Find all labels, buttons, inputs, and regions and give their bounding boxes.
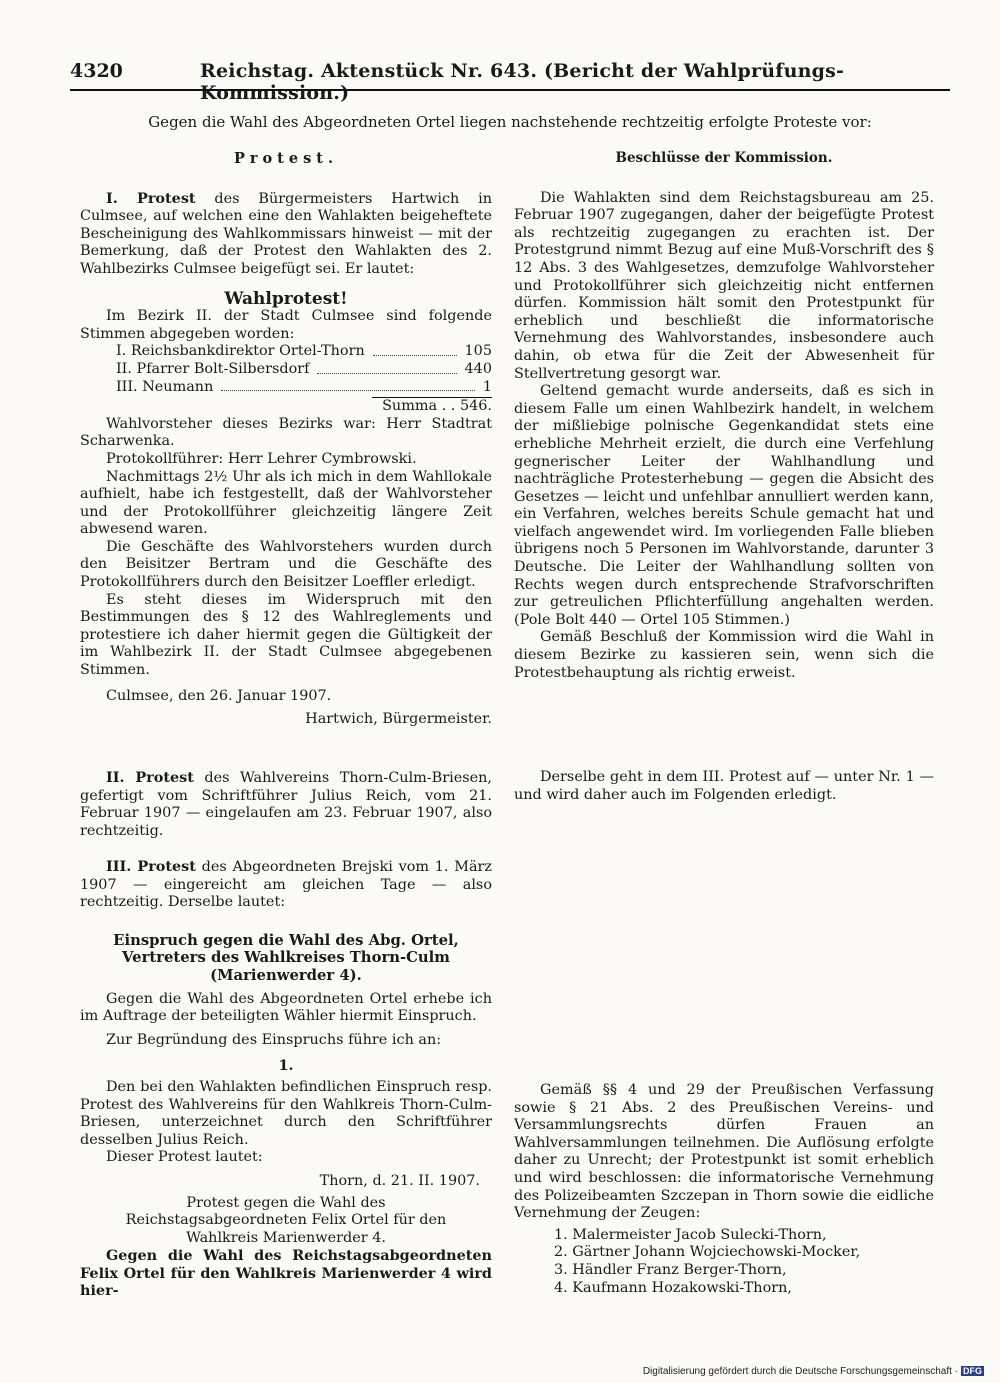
witness-item: 4. Kaufmann Hozakowski-Thorn, (554, 1279, 792, 1296)
vote-row (116, 343, 492, 361)
protest-3-p3: Den bei den Wahlakten befindlichen Einspruch resp. Protest des Wahlvereins für den Wahlkreis Thorn-Culm-Briesen, unterzeichnet durch den Schriftführer desselben Julius Reich. (80, 1078, 492, 1148)
left-column-protest-3 (80, 858, 492, 1300)
decision-1-p3: Gemäß Beschluß der Kommission wird die Wahl in diesem Bezirke zu kassieren sein, wenn sich die Protestbehauptung als richtig erweist. (514, 629, 934, 681)
protest-3-place-date: Thorn, d. 21. II. 1907. (319, 1172, 480, 1189)
right-column-decision-3 (514, 1082, 934, 1297)
page-header (70, 60, 950, 104)
decision-1-p2: Geltend gemacht wurde anderseits, daß es sich in diesem Falle um einen Wahlbezirk handelt, in welchem der mißliebige polnische Gegenkandidat stets eine erhebliche Mehrheit erzielt, die durch eine Verfehlung gegnerischer Leiter der Wahlhandlung und nachträgliche Protesterhebung — gegen die Absicht des Gesetzes — leicht und unfehlbar annulliert werden kann, ein Verfahren, welches bereits Schule gemacht hat und vielfach angewendet wird. Im vorliegenden Falle blieben übrigens noch 5 Personen im Wahlvorstande, darunter 3 Deutsche. Die Leiter der Wahlhandlung sollten von Rechts wegen durch entsprechende Strafvorschriften zur getreulichen Pflichterfüllung angehalten werden. (Pole Bolt 440 — Ortel 105 Stimmen.) (514, 383, 934, 628)
protest-3-p4: Dieser Protest lautet: (106, 1149, 263, 1166)
right-column-heading: Beschlüsse der Kommission. (615, 150, 833, 166)
protest-3-p1: Gegen die Wahl des Abgeordneten Ortel erhebe ich im Auftrage der beteiligten Wähler hiermit Einspruch. (80, 990, 492, 1025)
sum-value: 546. (459, 398, 492, 415)
protest-3-p2: Zur Begründung des Einspruchs führe ich an: (106, 1031, 442, 1048)
witness-item: 2. Gärtner Johann Wojciechowski-Mocker, (554, 1244, 861, 1261)
vote-row (116, 361, 492, 379)
vote-name: II. Pfarrer Bolt-Silbersdorf (116, 360, 310, 377)
wahlprotest-heading: Wahlprotest! (224, 288, 348, 309)
left-column-protest-2 (80, 769, 492, 840)
left-column-protest-1 (80, 150, 492, 729)
witness-item: 3. Händler Franz Berger-Thorn, (554, 1261, 787, 1278)
right-column-decision-2 (514, 769, 934, 804)
witness-list (554, 1227, 934, 1297)
protest-3-p5: Gegen die Wahl des Reichstagsabgeordneten Felix Ortel für den Wahlkreis Marienwerder 4 wird hier- (80, 1247, 492, 1300)
sum-row: Summa . . 546. (382, 398, 492, 415)
vote-value: 105 (464, 343, 492, 360)
decision-2-text: Derselbe geht in dem III. Protest auf — unter Nr. 1 — und wird daher auch im Folgenden erledigt. (514, 769, 934, 803)
protest-3-body: des Abgeordneten Brejski vom 1. März 1907 — eingereicht am gleichen Tage — also rechtzeitig. Derselbe lautet: (80, 859, 492, 911)
votes-intro: Im Bezirk II. der Stadt Culmsee sind folgende Stimmen abgegeben worden: (80, 308, 492, 342)
protest-1-p1: Wahlvorsteher dieses Bezirks war: Herr Stadtrat Scharwenka. (80, 415, 492, 450)
witness-item: 1. Malermeister Jacob Sulecki-Thorn, (554, 1226, 827, 1243)
digitization-footer (643, 1366, 984, 1377)
section-number: 1. (278, 1057, 294, 1075)
sum-label: Summa (382, 398, 438, 415)
protest-1-text: des Bürgermeisters Hartwich in Culmsee, auf welchen eine den Wahlakten beigeheftete Bescheinigung des Wahlkommissars hinweist — mit der Bemerkung, daß der Protest den Wahlakten des 2. Wahlbezirks Culmsee beigefügt sei. Er lautet: (80, 190, 492, 277)
protest-1-intro (80, 190, 492, 279)
left-column-heading: Protest. (233, 150, 339, 167)
protest-1-p2: Protokollführer: Herr Lehrer Cymbrowski. (106, 450, 417, 467)
right-column-decision-1 (514, 150, 934, 682)
dfg-logo: DFG (963, 1366, 982, 1376)
intro-sentence: Gegen die Wahl des Abgeordneten Ortel liegen nachstehende rechtzeitig erfolgte Proteste vor: (148, 113, 872, 131)
protest-2-text (80, 769, 492, 840)
protest-3-intro (80, 858, 492, 912)
running-title: Reichstag. Aktenstück Nr. 643. (Bericht der Wahlprüfungs-Kommission.) (200, 60, 845, 104)
protest-3-label: III. Protest (106, 858, 196, 875)
footer-text: Digitalisierung gefördert durch die Deutsche Forschungsgemeinschaft · (642, 1366, 958, 1377)
protest-3-subheading: Protest gegen die Wahl des Reichstagsabgeordneten Felix Ortel für den Wahlkreis Marienwerder 4. (125, 1194, 447, 1246)
protest-2-label: II. Protest (106, 769, 194, 786)
vote-name: III. Neumann (116, 378, 214, 395)
protest-2-body: des Wahlvereins Thorn-Culm-Briesen, gefertigt vom Schriftführer Julius Reich, vom 21. Februar 1907 — eingelaufen am 23. Februar 1907, also rechtzeitig. (80, 770, 492, 839)
protest-1-signature: Hartwich, Bürgermeister. (305, 711, 492, 728)
protest-1-p3: Nachmittags 2½ Uhr als ich mich in dem Wahllokale aufhielt, habe ich festgestellt, daß der Wahlvorsteher und der Protokollführer gleichzeitig längere Zeit abwesend waren. (80, 468, 492, 538)
protest-1-p5: Es steht dieses im Widerspruch mit den Bestimmungen des § 12 des Wahlreglements und protestiere ich daher hiermit gegen die Gültigkeit der im Wahlbezirk II. der Stadt Culmsee abgegebenen Stimmen. (80, 591, 492, 679)
protest-1-p4: Die Geschäfte des Wahlvorstehers wurden durch den Beisitzer Bertram und die Geschäfte des Protokollführers durch den Beisitzer Loeffler erledigt. (80, 538, 492, 591)
protest-1-place-date: Culmsee, den 26. Januar 1907. (106, 687, 332, 704)
vote-name: I. Reichsbankdirektor Ortel-Thorn (116, 343, 365, 360)
vote-value: 1 (482, 378, 492, 395)
page-number: 4320 (70, 60, 123, 82)
header-rule (70, 89, 950, 91)
decision-3-p1: Gemäß §§ 4 und 29 der Preußischen Verfassung sowie § 21 Abs. 2 des Preußischen Vereins- und Versammlungsrechts dürfen Frauen an Wahlversammlungen teilnehmen. Die Auflösung erfolgte daher zu Unrecht; der Protestpunkt ist somit erheblich und wird beschlossen: die informatorische Vernehmung des Polizeibeamten Szczepan in Thorn sowie die eidliche Vernehmung der Zeugen: (514, 1082, 934, 1222)
vote-row (116, 379, 492, 397)
einspruch-heading: Einspruch gegen die Wahl des Abg. Ortel, Vertreters des Wahlkreises Thorn-Culm (Marienwerder 4). (113, 931, 459, 984)
vote-value: 440 (464, 360, 492, 377)
votes-list (80, 343, 492, 415)
decision-1-p1: Die Wahlakten sind dem Reichstagsbureau am 25. Februar 1907 zugegangen, daher der beigefügte Protest als rechtzeitig zugegangen zu erachten ist. Der Protestgrund nimmt Bezug auf eine Muß-Vorschrift des § 12 Abs. 3 des Wahlgesetzes, demzufolge Wahlvorsteher und Protokollführer sich gleichzeitig nicht entfernen dürfen. Kommission hält somit den Protestpunkt für erheblich und beschließt die informatorische Vernehmung des Wahlvorstandes, insbesondere auch dahin, ob etwa für die Zeit der Abwesenheit für Stellvertretung gesorgt war. (514, 189, 934, 382)
protest-1-label: I. Protest (106, 189, 196, 207)
